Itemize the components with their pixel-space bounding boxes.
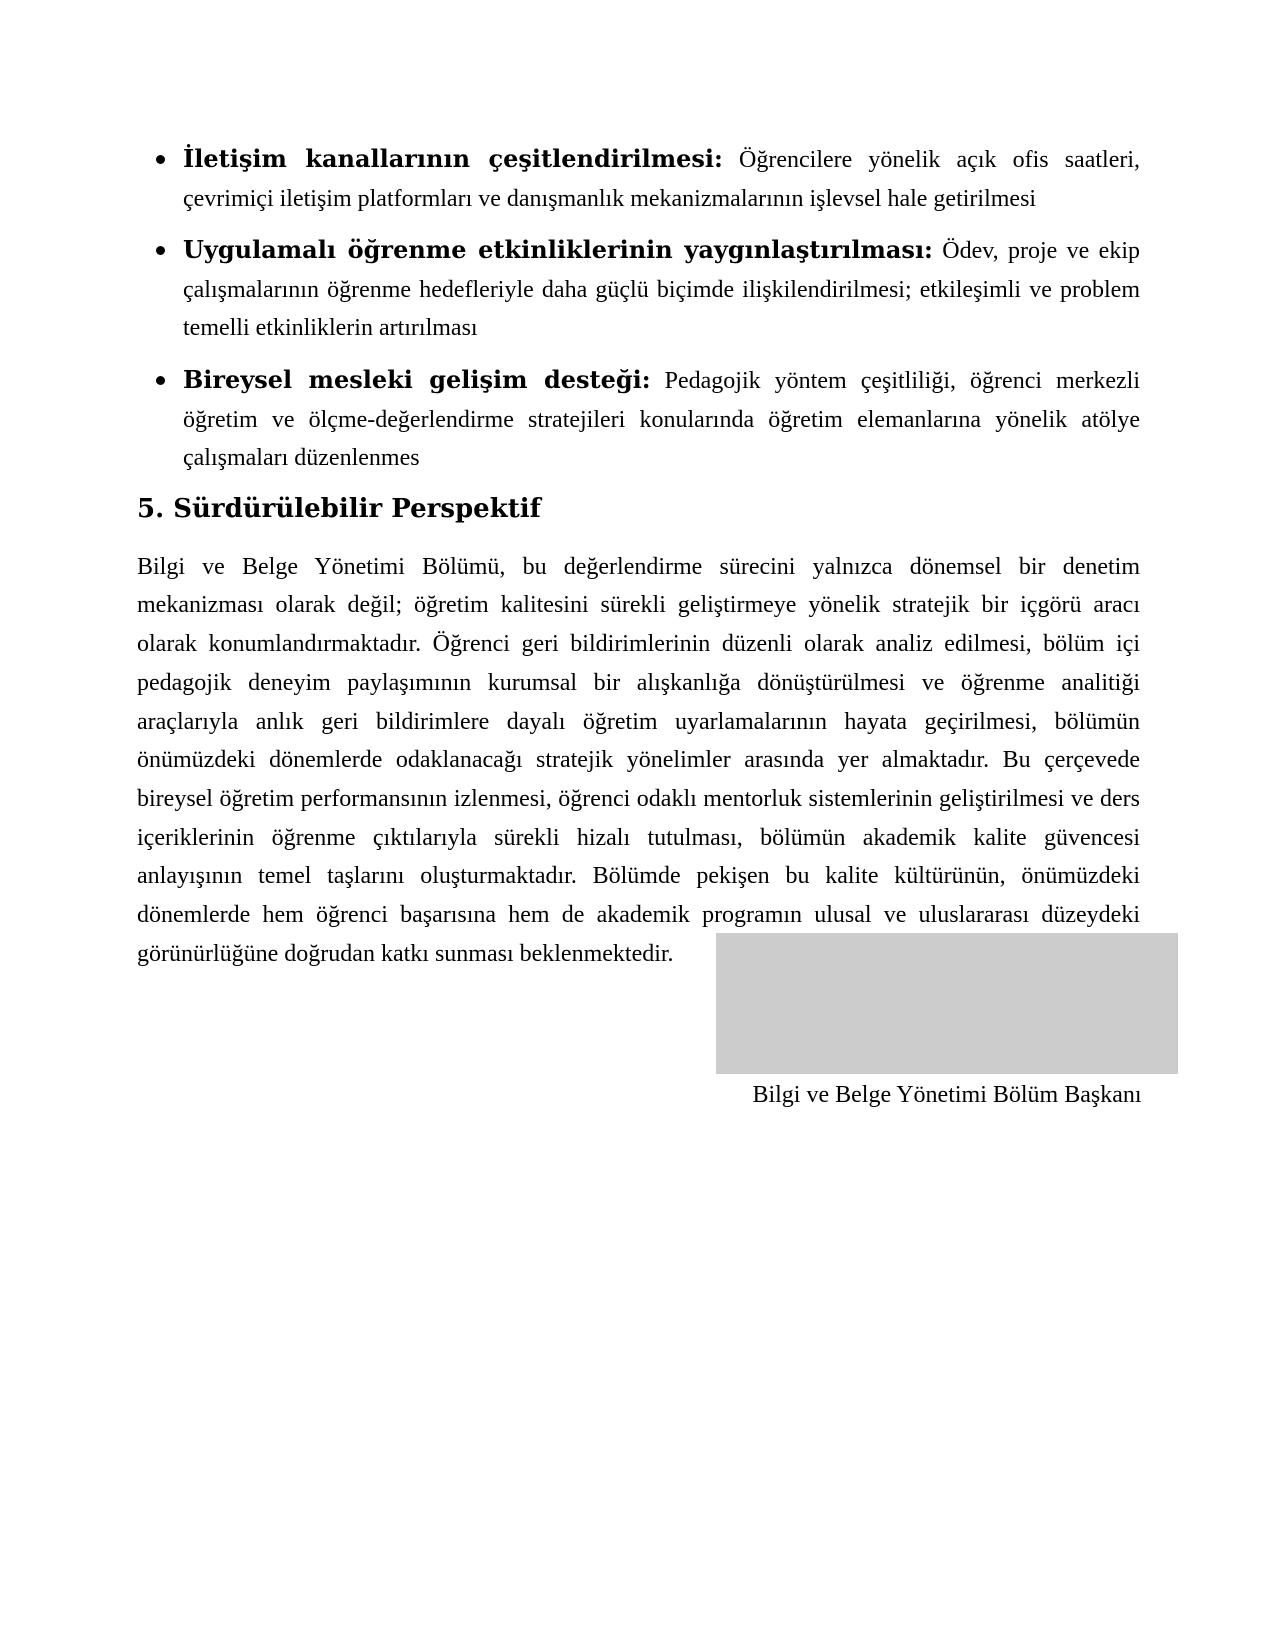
- bullet-text: Ödev, proje ve ekip çalışmalarının öğrenme hedefleriyle daha güçlü biçimde ilişkilendirilmesi; etkileşimli ve problem temelli etkinliklerin artırılması: [183, 238, 1140, 342]
- body-paragraph: Bilgi ve Belge Yönetimi Bölümü, bu değerlendirme sürecini yalnızca dönemsel bir denetim mekanizması olarak değil; öğretim kalitesini sürekli geliştirmeye yönelik stratejik bir içgörü aracı olarak konumlandırmaktadır. Öğrenci geri bildirimlerinin düzenli olarak analiz edilmesi, bölüm içi pedagojik deneyim paylaşımının kurumsal bir alışkanlığa dönüştürülmesi ve öğrenme analitiği araçlarıyla anlık geri bildirimlere dayalı öğretim uyarlamalarının hayata geçirilmesi, bölümün önümüzdeki dönemlerde odaklanacağı stratejik yönelimler arasında yer almaktadır. Bu çerçevede bireysel öğretim performansının izlenmesi, öğrenci odaklı mentorluk sistemlerinin geliştirilmesi ve ders içeriklerinin öğrenme çıktılarıyla sürekli hizalı tutulması, bölümün akademik kalite güvencesi anlayışının temel taşlarını oluşturmaktadır. Bölümde pekişen bu kalite kültürünün, önümüzdeki dönemlerde hem öğrenci başarısına hem de akademik programın ulusal ve uluslararası düzeydeki görünürlüğüne doğrudan katkı sunması beklenmektedir.: [137, 553, 1140, 967]
- bullet-icon: [156, 246, 165, 255]
- bullet-text: Öğrencilere yönelik açık ofis saatleri, çevrimiçi iletişim platformları ve danışmanlık mekanizmalarının işlevsel hale getirilmesi: [183, 147, 1141, 212]
- recommendation-list: [137, 140, 1140, 478]
- list-item: [137, 231, 1140, 348]
- bullet-text: Pedagojik yöntem çeşitliliği, öğrenci merkezli öğretim ve ölçme-değerlendirme stratejileri konularında öğretim elemanlarına yönelik atölye çalışmaları düzenlenmes: [183, 367, 1140, 472]
- bullet-lead: İletişim kanallarının çeşitlendirilmesi:: [183, 144, 723, 173]
- list-item: [137, 361, 1140, 478]
- bullet-lead: Uygulamalı öğrenme etkinliklerinin yaygınlaştırılması:: [183, 235, 933, 265]
- section-heading: 5. Sürdürülebilir Perspektif: [137, 493, 541, 524]
- list-item: [137, 140, 1140, 218]
- signature-image-redacted: [716, 933, 1178, 1074]
- bullet-icon: [156, 155, 165, 164]
- signature-caption: Bilgi ve Belge Yönetimi Bölüm Başkanı: [752, 1082, 1142, 1108]
- bullet-lead: Bireysel mesleki gelişim desteği:: [183, 364, 651, 394]
- bullet-icon: [156, 376, 165, 385]
